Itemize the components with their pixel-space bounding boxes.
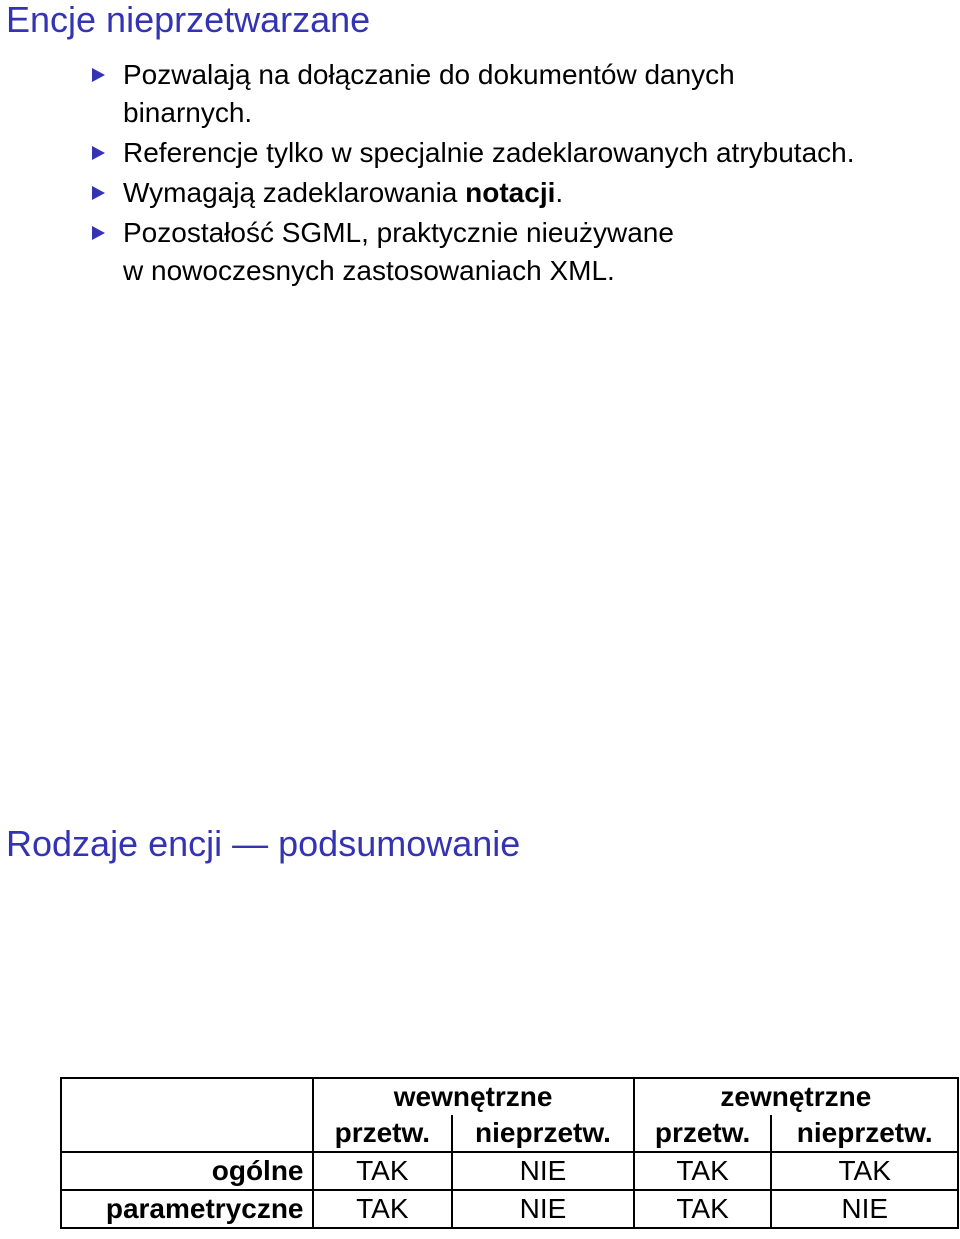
entity-summary-table (60, 1077, 959, 1229)
table-cell: NIE (452, 1152, 634, 1190)
slide-title-rodzaje-encji: Rodzaje encji — podsumowanie (6, 823, 521, 864)
bullet-text-line1: Pozostałość SGML, praktycznie nieużywane (123, 217, 674, 248)
table-group-header-row (61, 1078, 958, 1115)
table-row (61, 1190, 958, 1228)
row-label-parametryczne: parametryczne (61, 1190, 313, 1228)
bullet-item (0, 56, 960, 132)
group-header-zewnetrzne: zewnętrzne (634, 1078, 958, 1115)
table-cell: TAK (634, 1190, 772, 1228)
bullet-text: Pozwalają na dołączanie do dokumentów danych binarnych. (123, 59, 735, 128)
group-header-wewnetrzne: wewnętrzne (313, 1078, 634, 1115)
bullet-arrow-icon (92, 186, 105, 200)
table-empty-corner (61, 1115, 313, 1152)
sub-header-cell: nieprzetw. (452, 1115, 634, 1152)
bullet-text-prefix: Wymagają zadeklarowania (123, 177, 466, 208)
table-empty-corner (61, 1078, 313, 1115)
sub-header-cell: przetw. (313, 1115, 453, 1152)
table-cell: NIE (771, 1190, 958, 1228)
bullet-item (0, 134, 960, 172)
bullet-arrow-icon (92, 68, 105, 82)
row-label-ogolne: ogólne (61, 1152, 313, 1190)
table-sub-header-row (61, 1115, 958, 1152)
bullet-arrow-icon (92, 226, 105, 240)
bullet-text: Referencje tylko w specjalnie zadeklarowanych atrybutach. (123, 137, 855, 168)
bullet-item (0, 214, 960, 290)
table-cell: TAK (771, 1152, 958, 1190)
bullet-list (0, 56, 960, 292)
bullet-text-bold: notacji (465, 177, 556, 208)
table-cell: NIE (452, 1190, 634, 1228)
bullet-text-line2: w nowoczesnych zastosowaniach XML. (123, 255, 615, 286)
bullet-text-suffix: . (555, 177, 564, 208)
table-row (61, 1152, 958, 1190)
sub-header-cell: przetw. (634, 1115, 772, 1152)
bullet-item (0, 174, 960, 212)
table-cell: TAK (634, 1152, 772, 1190)
table-cell: TAK (313, 1190, 453, 1228)
sub-header-cell: nieprzetw. (771, 1115, 958, 1152)
table-cell: TAK (313, 1152, 453, 1190)
bullet-arrow-icon (92, 146, 105, 160)
slide-title-encje-nieprzetwarzane: Encje nieprzetwarzane (6, 0, 371, 40)
